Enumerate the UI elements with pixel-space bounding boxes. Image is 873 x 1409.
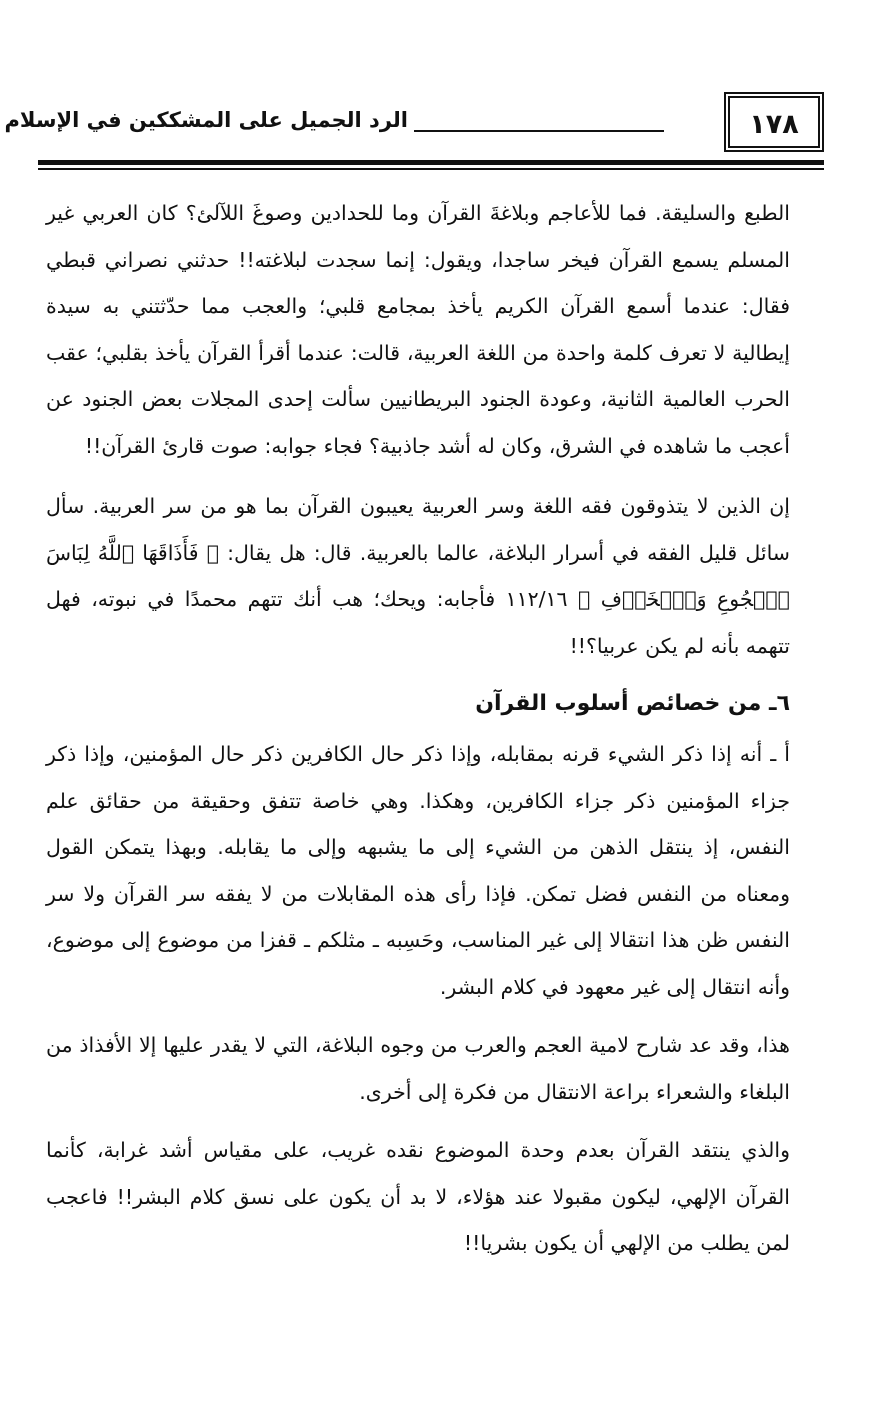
- running-title: الرد الجميل على المشككين في الإسلام: [4, 108, 408, 132]
- section-heading: ٦ـ من خصائص أسلوب القرآن: [475, 691, 790, 716]
- page-number: ١٧٨: [724, 92, 824, 152]
- paragraph-text: ١١٢/١٦ فأجابه: ويحك؛ هب أنك تتهم محمدًا في نبوته، فهل تتهمه بأنه لم يكن عربيا؟!!: [46, 587, 790, 658]
- paragraph: [46, 483, 790, 669]
- paragraph: والذي ينتقد القرآن بعدم وحدة الموضوع نقده غريب، على مقياس أشد غرابة، كأنما القرآن الإلهي، ليكون مقبولا عند هؤلاء، لا بد أن يكون على نسق كلام البشر!! فاعجب لمن يطلب من الإلهي أن يكون بشريا!!: [46, 1138, 790, 1255]
- paragraph: هذا، وقد عد شارح لامية العجم والعرب من وجوه البلاغة، التي لا يقدر عليها إلا الأفذاذ من البلغاء والشعراء براعة الانتقال من فكرة إلى أخرى.: [46, 1033, 790, 1104]
- page-header: [4, 92, 824, 156]
- header-divider-thin: [38, 168, 824, 170]
- header-divider-thick: [38, 160, 824, 165]
- quran-verse: ﴿ فَأَذَاقَهَا ٱللَّهُ لِبَاسَ ٱلۡجُوعِ وَٱلۡخَوۡفِ ﴾: [46, 540, 790, 611]
- paragraph: أ ـ أنه إذا ذكر الشيء قرنه بمقابله، وإذا ذكر حال الكافرين ذكر حال المؤمنين، وإذا ذكر جزاء المؤمنين ذكر جزاء الكافرين، وهكذا. وهي خاصة تتفق وحقيقة من حقائق علم النفس، إذ ينتقل الذهن من الشيء إلى ما يشبهه وإلى ما يقابله. وبهذا يتمكن القول ومعناه من النفس فضل تمكن. فإذا رأى هذه المقابلات من لا يفقه سر القرآن ولا سر النفس ظن هذا انتقالا إلى غير المناسب، وحَسِبه ـ مثلكم ـ قفزا من موضوع إلى موضوع، وأنه انتقال إلى غير معهود في كلام البشر.: [46, 742, 790, 999]
- body-text: [46, 190, 790, 1279]
- header-rule: [414, 130, 664, 132]
- paragraph-text: إن الذين لا يتذوقون فقه اللغة وسر العربية يعيبون القرآن بما هو من سر العربية. سأل سائل قليل الفقه في أسرار البلاغة، عالما بالعربية. قال: هل يقال:: [46, 494, 790, 565]
- paragraph: الطبع والسليقة. فما للأعاجم وبلاغةَ القرآن وما للحدادين وصوغَ اللآلئ؟ كان العربي غير المسلم يسمع القرآن فيخر ساجدا، ويقول: إنما سجدت لبلاغته!! حدثني نصراني قبطي فقال: عندما أسمع القرآن الكريم يأخذ بمجامع قلبي؛ والعجب مما حدّثتني به سيدة إيطالية لا تعرف كلمة واحدة من اللغة العربية، قالت: عندما أقرأ القرآن يأخذ بقلبي؛ عقب الحرب العالمية الثانية، وعودة الجنود البريطانيين سألت إحدى المجلات بعض الجنود عن أعجب ما شاهده في الشرق، وكان له أشد جاذبية؟ فجاء جوابه: صوت قارئ القرآن!!: [46, 201, 790, 458]
